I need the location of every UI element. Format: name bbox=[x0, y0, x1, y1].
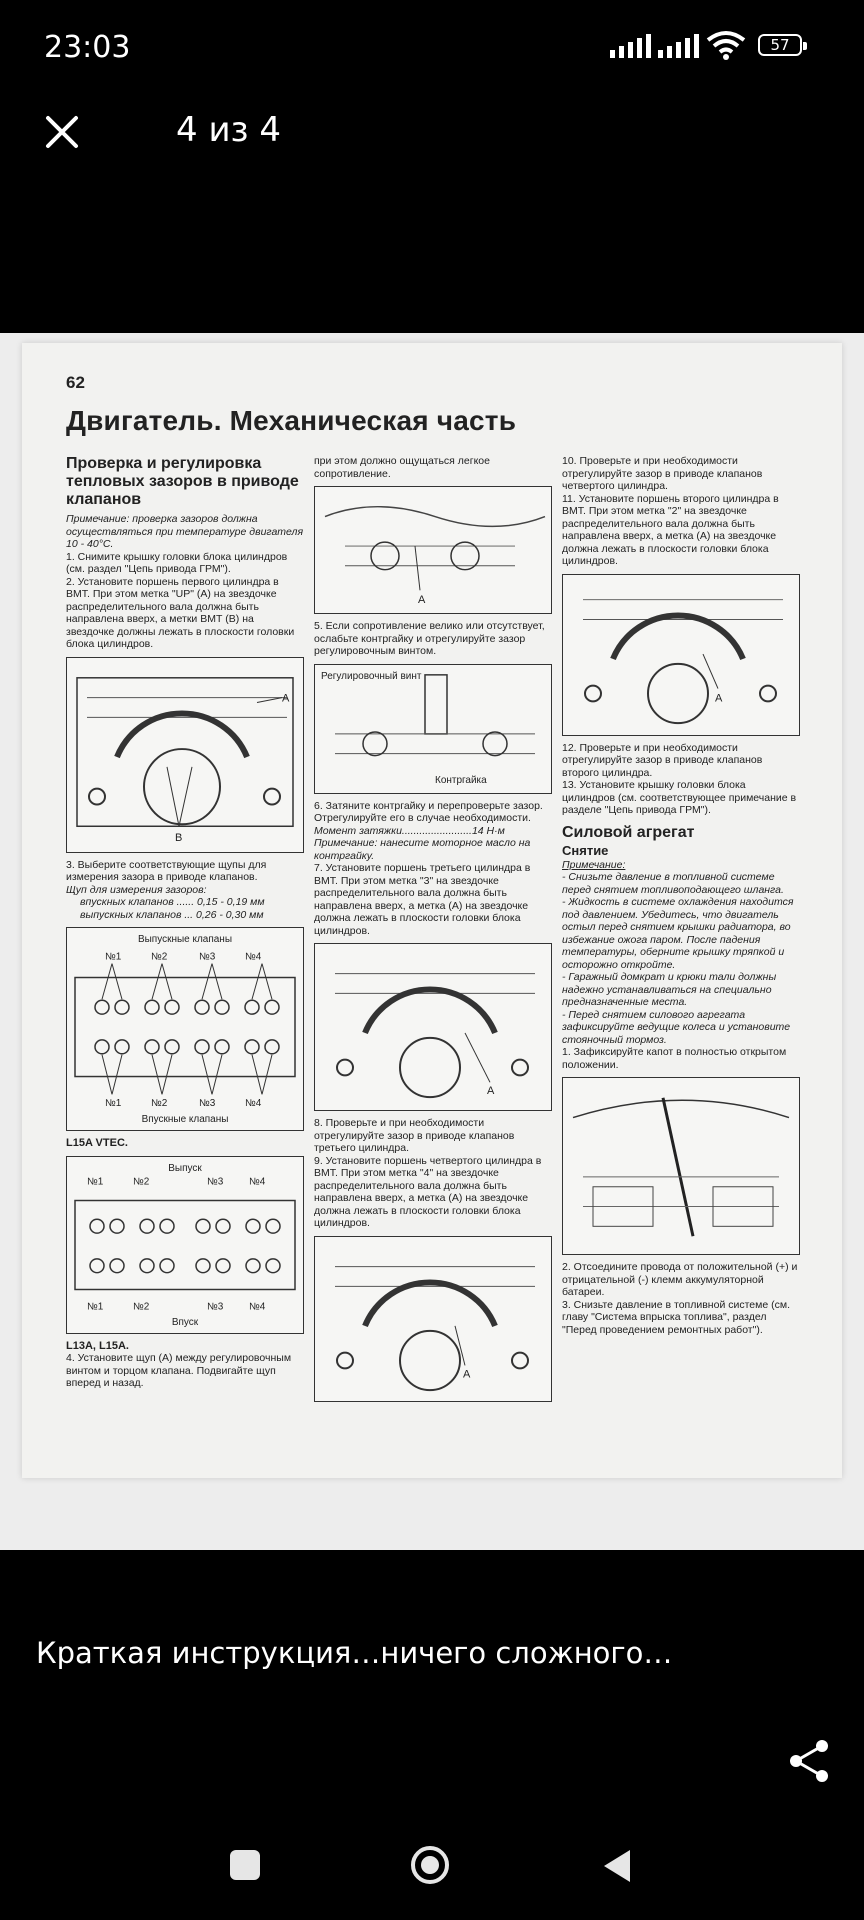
share-icon[interactable] bbox=[786, 1738, 832, 1784]
fig3-b-n2: №2 bbox=[133, 1300, 150, 1312]
note-item-4: - Перед снятием силового агрегата зафиксируйте ведущие колеса и установите стояночный тормоз. bbox=[562, 1008, 791, 1046]
step-8: 8. Проверьте и при необходимости отрегулируйте зазор в приводе клапанов третьего цилиндра. bbox=[314, 1117, 515, 1154]
fig3-n2: №2 bbox=[133, 1176, 150, 1188]
status-bar bbox=[0, 0, 864, 90]
home-button[interactable] bbox=[410, 1845, 450, 1885]
signal-icon-2 bbox=[658, 34, 699, 58]
figure-adjust-screw bbox=[314, 664, 552, 794]
fig2-n4: №4 bbox=[245, 951, 262, 963]
label-b: B bbox=[175, 831, 183, 844]
label-a-3: A bbox=[487, 1085, 495, 1098]
spec-exhaust: выпускных клапанов ... 0,26 - 0,30 мм bbox=[80, 908, 264, 921]
label-adjust-screw: Регулировочный винт bbox=[321, 670, 422, 682]
image-counter: 4 из 4 bbox=[176, 110, 282, 150]
step-7: 7. Установите поршень третьего цилиндра в ВМТ. При этом метка "3" на звездочке распределительного вала должна быть направлена вверх, а метка (А) на звездочке должна лежать в плоскости головки блока цилиндров. bbox=[314, 862, 531, 937]
section-heading: Проверка и регулировка тепловых зазоров в приводе клапанов bbox=[66, 455, 299, 508]
page-title: Двигатель. Механическая часть bbox=[66, 405, 517, 436]
column-3 bbox=[562, 455, 800, 1336]
column-2 bbox=[314, 455, 552, 1408]
figure-camshaft-4 bbox=[314, 1236, 552, 1402]
step-6: 6. Затяните контргайку и перепроверьте зазор. Отрегулируйте его в случае необходимости. bbox=[314, 799, 543, 824]
figure-camshaft-3 bbox=[314, 943, 552, 1111]
image-caption: Краткая инструкция…ничего сложного… bbox=[36, 1636, 673, 1670]
note-title: Примечание: bbox=[562, 858, 626, 871]
fig2-b-n1: №1 bbox=[105, 1098, 122, 1110]
fig3-n3: №3 bbox=[207, 1176, 224, 1188]
label-a-4: A bbox=[463, 1367, 471, 1380]
fig2-b-n2: №2 bbox=[151, 1098, 168, 1110]
figure-camshaft-2 bbox=[562, 574, 800, 736]
step-11: 11. Установите поршень второго цилиндра в ВМТ. При этом метка "2" на звездочке распределительного вала должна быть направлена вверх, а метка (А) на звездочке должна лежать в плоскости головки блока цилиндров. bbox=[562, 492, 779, 567]
fig3-bottom-label: Впуск bbox=[171, 1316, 199, 1328]
note-2: Примечание: нанесите моторное масло на контргайку. bbox=[314, 837, 531, 862]
photo[interactable] bbox=[0, 333, 864, 1550]
label-a: A bbox=[282, 692, 290, 705]
back-button[interactable] bbox=[600, 1848, 634, 1884]
note-item-1: - Снизьте давление в топливной системе перед снятием топливоподающего шланга. bbox=[562, 871, 784, 896]
figure-hood bbox=[562, 1077, 800, 1255]
label-a-5: A bbox=[715, 691, 723, 704]
spec-intake: впускных клапанов ...... 0,15 - 0,19 мм bbox=[80, 896, 265, 908]
step-2: 2. Установите поршень первого цилиндра в ВМТ. При этом метка "UP" (А) на звездочке распределительного вала должна быть направлена вверх, а метки ВМТ (В) на звездочке должны лежать в плоскости головки блока цилиндров. bbox=[66, 575, 295, 650]
step-1: 1. Снимите крышку головки блока цилиндров (см. раздел "Цепь привода ГРМ"). bbox=[66, 550, 288, 575]
clock: 23:03 bbox=[44, 30, 131, 65]
fig3-b-n1: №1 bbox=[87, 1300, 104, 1312]
removal-step-1: 1. Зафиксируйте капот в полностью открытом положении. bbox=[562, 1046, 787, 1071]
step-13: 13. Установите крышку головки блока цилиндров (см. соответствующее примечание в разделе "Цепь привода ГРМ"). bbox=[562, 779, 797, 816]
fig3-n4: №4 bbox=[249, 1176, 266, 1188]
step-9: 9. Установите поршень четвертого цилиндра в ВМТ. При этом метка "4" на звездочке распределительного вала должна быть направлена вверх, а метка (А) на звездочке должна лежать в плоскости головки блока цилиндров. bbox=[314, 1154, 542, 1229]
recents-button[interactable] bbox=[230, 1850, 260, 1880]
page-number: 62 bbox=[66, 373, 85, 392]
fig3-b-n4: №4 bbox=[249, 1300, 266, 1312]
spec-title: Щуп для измерения зазоров: bbox=[66, 883, 207, 896]
fig3-top-label: Выпуск bbox=[168, 1162, 202, 1174]
wifi-icon bbox=[706, 30, 746, 60]
figure-valves-l13a bbox=[66, 1156, 304, 1334]
note-item-2: - Жидкость в системе охлаждения находится под давлением. Убедитесь, что двигатель остыл перед снятием крышки радиатора, во избежание ожога паром. После падения температуры, оберните крышку тряпкой и осторожно откройте. bbox=[562, 896, 794, 971]
fig2-n1: №1 bbox=[105, 951, 122, 963]
step-3: 3. Выберите соответствующие щупы для измерения зазора в приводе клапанов. bbox=[66, 858, 267, 883]
note-item-3: - Гаражный домкрат и крюки тали должны надежно устанавливаться на специально предназначенные места. bbox=[562, 971, 777, 1008]
fig2-top-label: Выпускные клапаны bbox=[137, 933, 233, 945]
figure-valves-vtec bbox=[66, 927, 304, 1131]
subheading-removal: Снятие bbox=[562, 842, 609, 858]
step-10: 10. Проверьте и при необходимости отрегулируйте зазор в приводе клапанов четвертого цилиндра. bbox=[562, 455, 763, 492]
fig2-n2: №2 bbox=[151, 951, 168, 963]
label-a-2: A bbox=[418, 594, 426, 607]
note: Примечание: проверка зазоров должна осуществляться при температуре двигателя 10 - 40°С. bbox=[66, 513, 304, 550]
signal-icon bbox=[610, 34, 651, 58]
removal-step-2: 2. Отсоедините провода от положительной (+) и отрицательной (-) клемм аккумуляторной батареи. bbox=[562, 1261, 798, 1298]
fig3-n1: №1 bbox=[87, 1176, 104, 1188]
fig2-bottom-label: Впускные клапаны bbox=[141, 1114, 229, 1126]
viewer-toolbar bbox=[0, 90, 864, 240]
torque-spec: Момент затяжки........................14 Н·м bbox=[314, 824, 505, 837]
column-1 bbox=[66, 455, 304, 1390]
fig2-b-n3: №3 bbox=[199, 1098, 216, 1110]
close-icon[interactable] bbox=[40, 110, 84, 154]
label-locknut: Контргайка bbox=[435, 774, 487, 786]
step-4-cont: при этом должно ощущаться легкое сопротивление. bbox=[314, 455, 490, 480]
document-page bbox=[22, 343, 842, 1478]
step-4: 4. Установите щуп (А) между регулировочным винтом и торцом клапана. Подвигайте щуп вперед и назад. bbox=[66, 1352, 292, 1389]
section-heading-2: Силовой агрегат bbox=[562, 823, 695, 841]
removal-step-3: 3. Снизьте давление в топливной системе (см. главу "Система впрыска топлива", раздел "Перед проведением ремонтных работ"). bbox=[562, 1298, 790, 1336]
figure-caption-l13a: L13A, L15A. bbox=[66, 1339, 129, 1352]
figure-caption-vtec: L15A VTEC. bbox=[66, 1137, 128, 1149]
fig2-b-n4: №4 bbox=[245, 1098, 262, 1110]
figure-camshaft-1 bbox=[66, 657, 304, 853]
fig2-n3: №3 bbox=[199, 951, 216, 963]
step-12: 12. Проверьте и при необходимости отрегулируйте зазор в приводе клапанов второго цилиндра. bbox=[562, 741, 763, 779]
figure-feeler bbox=[314, 486, 552, 614]
battery-level: 57 bbox=[770, 36, 790, 54]
battery-icon bbox=[758, 34, 802, 56]
step-5: 5. Если сопротивление велико или отсутствует, ослабьте контргайку и отрегулируйте зазор регулировочным винтом. bbox=[314, 620, 545, 657]
fig3-b-n3: №3 bbox=[207, 1300, 224, 1312]
